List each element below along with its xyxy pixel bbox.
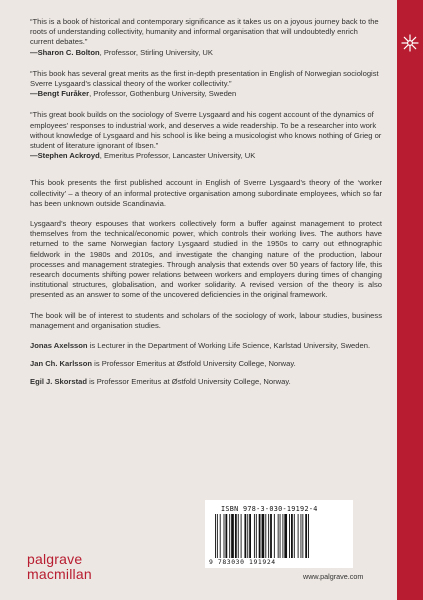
back-cover-text	[30, 17, 382, 396]
quote-author: —Sharon C. Bolton	[30, 47, 100, 57]
author-name: Jonas Axelsson	[30, 341, 88, 351]
blurb-paragraph: Lysgaard’s theory espouses that workers collectively form a buffer against management to protect themselves from the technical/economic power, which controls their working lives. The authors have returned to the same Norwegian factory Lysgaard studied in the 1950s to carry out ethnographic fieldwork in the 1980s and 2010s, and investigate the changing nature of the production, labour processes and management strategies. Through analysis that extends over 50 years of factory life, this research documents shifting power relations between workers and employers during times of changing institutional structures, globalisation, and worker solidarity. A revised version of the theory is also presented as an answer to some of the uncovered deficiencies in the original framework.	[30, 219, 382, 300]
blurb-paragraph: This book presents the first published account in English of Sverre Lysgaard’s theory of the ‘worker collectivity’ – a theory of an informal protective organisation among subordinate employees, which so far has been unknown outside Scandinavia.	[30, 178, 382, 208]
author-bio	[30, 377, 382, 387]
publisher-logo	[27, 552, 92, 582]
isbn-barcode	[205, 500, 353, 568]
author-description: is Lecturer in the Department of Working Life Science, Karlstad University, Sweden.	[87, 341, 371, 351]
quote-text: “This great book builds on the sociology of Sverre Lysgaard and his cogent account of the dynamics of employees’ responses to industrial work, and deserves a wide readership. To be a researcher into work without knowledge of Lysgaard and his school is like being a musicologist who knows nothing of Grieg or student of literature ignorant of Ibsen.”	[30, 110, 382, 151]
publisher-url: www.palgrave.com	[303, 572, 364, 581]
palgrave-spark-icon	[400, 33, 420, 53]
endorsement-quote	[30, 69, 382, 100]
spine-band	[397, 0, 423, 600]
author-description: is Professor Emeritus at Østfold University College, Norway.	[86, 377, 291, 387]
author-bio	[30, 359, 382, 369]
quote-attribution	[30, 151, 382, 161]
quote-affiliation: , Emeritus Professor, Lancaster University, UK	[99, 151, 256, 161]
quote-text: “This is a book of historical and contemporary significance as it takes us on a joyous journey back to the roots of understanding collectivity, humanity and informal organisation that will undoubtedly enrich current debates.”	[30, 17, 379, 47]
isbn-label: ISBN 978-3-030-19192-4	[221, 505, 318, 513]
endorsement-quote	[30, 110, 382, 161]
quote-attribution	[30, 89, 382, 99]
author-name: Jan Ch. Karlsson	[30, 359, 93, 369]
quote-attribution	[30, 48, 382, 58]
author-bio	[30, 341, 382, 351]
quote-affiliation: , Professor, Stirling University, UK	[99, 47, 213, 57]
quote-author: —Stephen Ackroyd	[30, 151, 100, 161]
blurb-paragraph: The book will be of interest to students and scholars of the sociology of work, labour studies, business management and organisation studies.	[30, 310, 382, 330]
author-name: Egil J. Skorstad	[30, 377, 87, 387]
endorsement-quote	[30, 17, 382, 58]
author-bios	[30, 341, 382, 388]
barcode-digits: 9 783030 191924	[209, 558, 276, 566]
quote-affiliation: , Professor, Gothenburg University, Sweden	[89, 89, 237, 99]
quote-text: “This book has several great merits as the first in-depth presentation in English of Norwegian sociologist Sverre Lysgaard’s classical theory of the worker collectivity.”	[30, 68, 379, 89]
author-description: is Professor Emeritus at Østfold University College, Norway.	[92, 359, 296, 369]
quote-author: —Bengt Furåker	[30, 89, 90, 99]
barcode-bars	[215, 514, 345, 558]
publisher-logo-line1: palgrave	[27, 551, 83, 567]
publisher-logo-line2: macmillan	[27, 566, 92, 582]
